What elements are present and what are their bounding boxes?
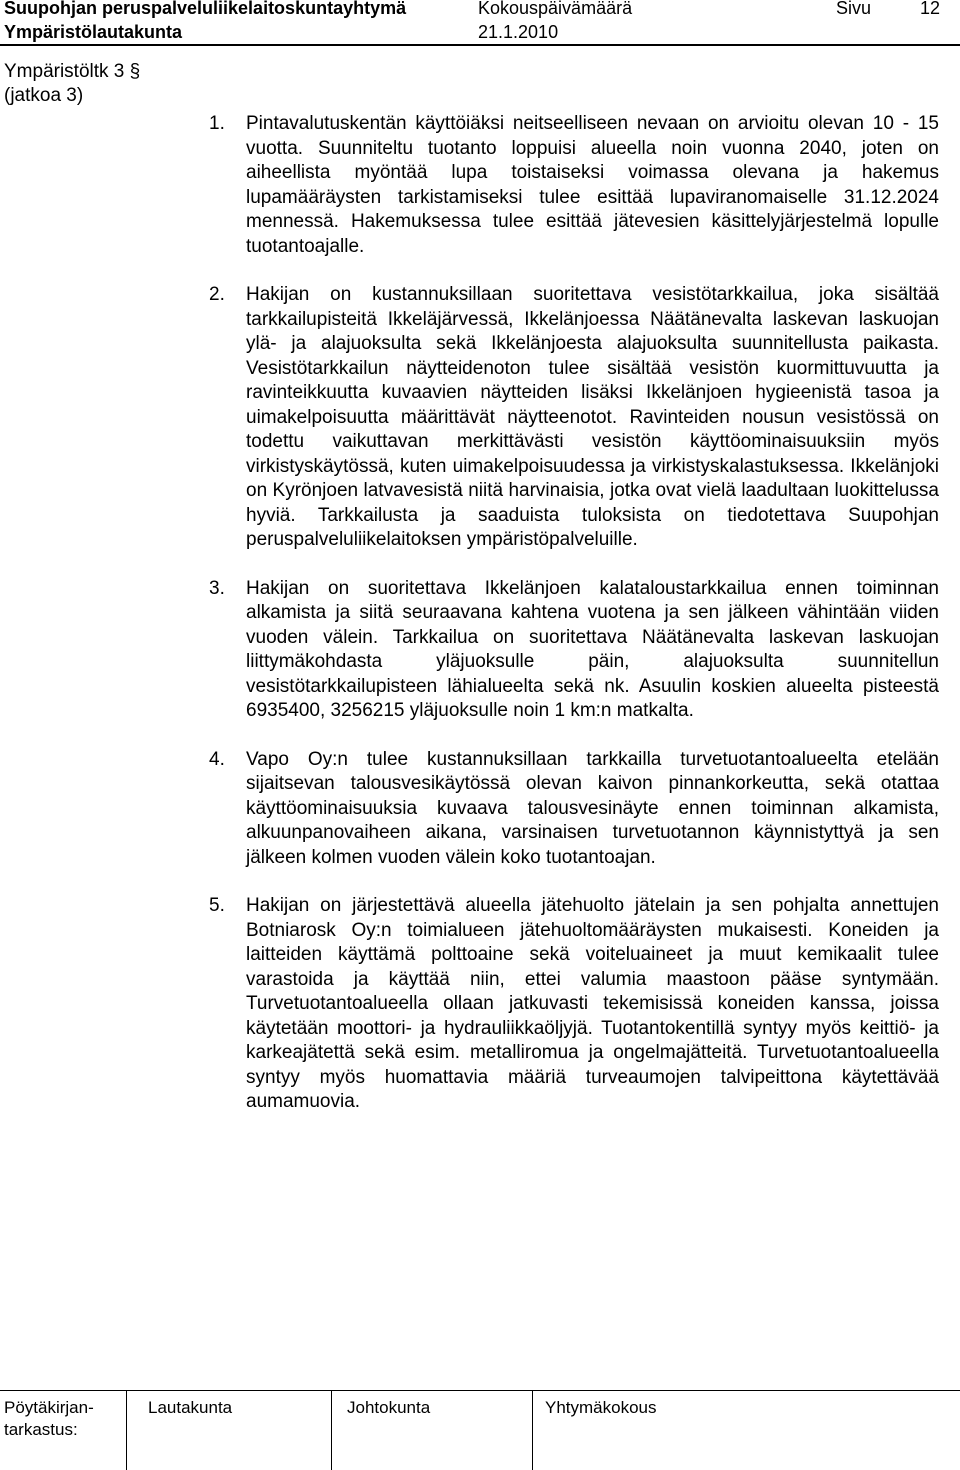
item-text: Vapo Oy:n tulee kustannuksillaan tarkkailla turvetuotantoalueelta etelään sijaitsevan talousvesikäytössä olevan kaivon pinnankorkeutta, sekä otattaa käyttöominaisuuksia kuvaava talousvesinäyte ennen toiminnan alkamista, alkuunpanovaiheen aikana, varsinaisen turvetuotannon käynnistyttyä ja sen jälkeen kolmen vuoden välein koko tuotantoajan.	[246, 748, 939, 868]
page-label: Sivu	[836, 0, 872, 18]
footer-assembly-label: Yhtymäkokous	[545, 1398, 657, 1417]
meeting-date: 21.1.2010	[478, 22, 559, 42]
item-text: Hakijan on kustannuksillaan suoritettava vesistötarkkailua, joka sisältää tarkkailupisteitä Ikkeläjärvessä, Ikkelänjoessa Näätänevalta laskevan laskuojan ylä- ja alajuoksulta sekä Ikkelänjoesta alajuoksulta suunnitellusta paikasta. Vesistötarkkailun näytteidenoton tulee sisältää vesistön kuormittuvuutta ja ravinteikkuutta kuvaavien näytteiden lisäksi Ikkelänjoen hygieenistä tasoa ja uimakelpoisuutta määrittävät näytteenotot. Ravinteiden nousun vesistössä on todettu vaikuttavan merkittävästi vesistön käyttöominaisuuksiin myös virkistyskäytössä, kuten uimakelpoisuudessa ja virkistyskalastuksessa. Ikkelänjoki on Kyrönjoen latvavesistä niitä harvinaisia, jotka ovat vielä laadultaan luokittelussa hyviä. Tarkkailusta ja saaduista tuloksista on tiedotettava Suupohjan peruspalveluliikelaitoksen ympäristöpalveluille.	[246, 284, 939, 550]
footer-board-label: Lautakunta	[148, 1398, 233, 1417]
department-name: Ympäristölautakunta	[4, 22, 183, 42]
item-text: Hakijan on suoritettava Ikkelänjoen kalataloustarkkailua ennen toiminnan alkamista ja siitä seuraavana kahtena vuotena ja sen jälkeen vähintään viiden vuoden välein. Tarkkailua on suoritettava Näätänevalta laskevan laskuojan liittymäkohdasta yläjuoksulle päin, alajuoksulta suunnitellun vesistötarkkailupisteen lähialueelta sekä nk. Asuulin koskien alueelta pisteestä 6935400, 3256215 yläjuoksulle noin 1 km:n matkalta.	[246, 577, 939, 721]
item-number: 2.	[209, 284, 225, 305]
item-number: 5.	[209, 895, 225, 916]
item-number: 4.	[209, 748, 225, 770]
item-number: 1.	[209, 113, 225, 134]
footer-review-label-1: Pöytäkirjan-	[4, 1398, 94, 1417]
footer-cell-assembly	[533, 1391, 733, 1470]
list-item	[209, 112, 939, 259]
section-reference	[4, 60, 140, 108]
section-title: Ympäristöltk 3	[4, 61, 125, 82]
list-item	[209, 748, 939, 871]
page-number: 12	[920, 0, 941, 18]
footer-management-label: Johtokunta	[347, 1398, 431, 1417]
list-item	[209, 283, 939, 553]
item-text: Pintavalutuskentän käyttöiäksi neitseelliseen nevaan on arvioitu olevan 10 - 15 vuotta. Suunniteltu tuotanto loppuisi alueella noin vuonna 2040, joten on aiheellista myöntää lupa toistaiseksi voimassa olevana ja hakemus lupamääräysten tarkistamiseksi tulee esittää lupaviranomaiselle 31.12.2024 mennessä. Hakemuksessa tulee esittää jätevesien käsittelyjärjestelmä lopulle tuotantoajalle.	[246, 113, 939, 257]
section-mark: §	[129, 61, 141, 82]
signature-footer	[0, 1390, 960, 1470]
list-item	[209, 577, 939, 724]
list-item	[209, 894, 939, 1115]
organization-name: Suupohjan peruspalveluliikelaitoskuntayhtymä	[4, 0, 407, 18]
meeting-date-label: Kokouspäivämäärä	[478, 0, 633, 18]
continued-label: (jatkoa 3)	[4, 85, 84, 106]
footer-cell-board	[127, 1391, 331, 1470]
footer-cell-management	[332, 1391, 532, 1470]
numbered-list	[209, 112, 939, 1139]
footer-review-label-2: tarkastus:	[4, 1420, 78, 1439]
page-header	[0, 0, 960, 46]
item-number: 3.	[209, 577, 225, 599]
footer-cell-review	[0, 1391, 126, 1470]
item-text: Hakijan on järjestettävä alueella jätehuolto jätelain ja sen pohjalta annettujen Botniarosk Oy:n toimialueen jätehuoltomääräysten mukaisesti. Koneiden ja laitteiden käyttämä polttoaine sekä voiteluaineet ja muut kemikaalit tulee varastoida ja käyttää niin, ettei valumia maastoon pääse syntymään. Turvetuotantoalueella ollaan jatkuvasti tekemisissä koneiden kanssa, joissa käytetään moottori- ja hydrauliikkaöljyjä. Tuotantokentillä syntyy myös keittiö- ja karkeajätettä sekä esim. metalliromua ja ongelmajätteitä. Turvetuotantoalueella syntyy myös huomattavia määriä turveaumojen talvipeittona käytettävää aumamuovia.	[246, 895, 939, 1112]
